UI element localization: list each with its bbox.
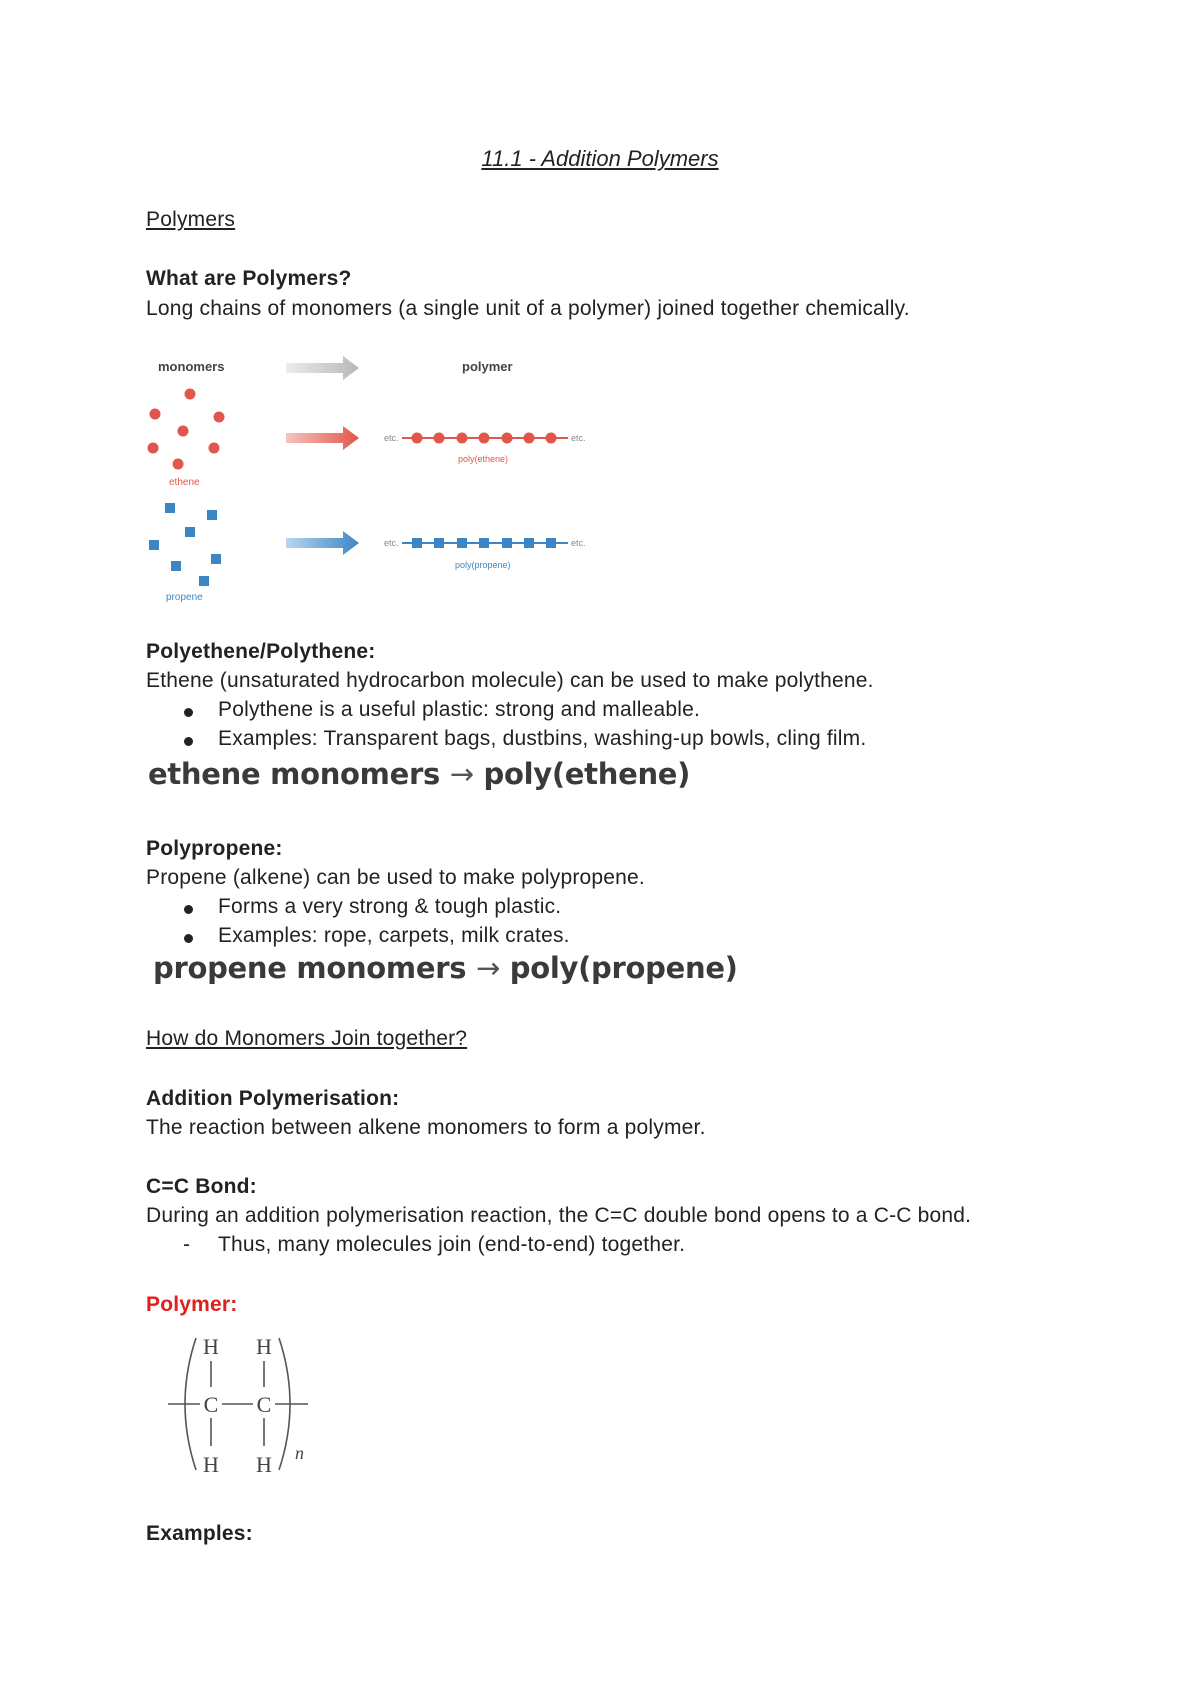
ethene-monomer-dot	[150, 409, 161, 420]
propene-monomer-square	[165, 503, 175, 513]
ethene-chain-unit	[457, 433, 468, 444]
etc-left-ethene: etc.	[384, 433, 399, 443]
atom-c-right: C	[256, 1392, 272, 1417]
ethene-chain-unit	[479, 433, 490, 444]
bullet-polyethene-1: Polythene is a useful plastic: strong and malleable.	[218, 698, 701, 721]
propene-monomer-square	[199, 576, 209, 586]
propene-chain-unit	[412, 538, 422, 548]
bullet-polypropene-1: Forms a very strong & tough plastic.	[218, 895, 562, 918]
paragraph-addition-polymerisation: The reaction between alkene monomers to form a polymer.	[146, 1116, 706, 1139]
ethene-monomer-dot	[214, 412, 225, 423]
ethene-chain-unit	[434, 433, 445, 444]
equation-ethene	[148, 757, 690, 791]
propene-monomers	[149, 503, 221, 586]
atom-h-bottom-left: H	[203, 1452, 219, 1477]
heading-addition-polymerisation: Addition Polymerisation:	[146, 1087, 400, 1110]
blue-arrow	[286, 531, 359, 555]
bullet-polypropene-2: Examples: rope, carpets, milk crates.	[218, 924, 570, 947]
propene-monomer-square	[171, 561, 181, 571]
bullet-dot	[184, 934, 193, 943]
ethene-monomer-dot	[178, 426, 189, 437]
propene-chain-unit	[479, 538, 489, 548]
ethene-chain-unit	[412, 433, 423, 444]
heading-examples: Examples:	[146, 1522, 253, 1545]
bullet-dot	[184, 708, 193, 717]
propene-monomer-square	[207, 510, 217, 520]
atom-h-top-left: H	[203, 1334, 219, 1359]
paragraph-polyethene: Ethene (unsaturated hydrocarbon molecule) can be used to make polythene.	[146, 669, 874, 692]
etc-right-ethene: etc.	[571, 433, 586, 443]
heading-cc-bond: C=C Bond:	[146, 1175, 257, 1198]
monomer-polymer-diagram	[140, 350, 610, 610]
etc-left-propene: etc.	[384, 538, 399, 548]
ethene-monomer-dot	[209, 443, 220, 454]
propene-chain-unit	[434, 538, 444, 548]
equation-ethene-arrow: →	[449, 757, 474, 791]
poly-propene-label: poly(propene)	[455, 560, 511, 570]
atom-c-left: C	[203, 1392, 219, 1417]
heading-polypropene: Polypropene:	[146, 837, 283, 860]
ethene-monomers	[148, 389, 225, 470]
atom-h-bottom-right: H	[256, 1452, 272, 1477]
propene-monomer-square	[211, 554, 221, 564]
dash-marker: -	[183, 1233, 191, 1256]
section-heading-polymers: Polymers	[146, 208, 236, 231]
paragraph-cc-bond-sub: Thus, many molecules join (end-to-end) together.	[218, 1233, 686, 1256]
poly-ethene-label: poly(ethene)	[458, 454, 509, 464]
propene-label: propene	[166, 592, 203, 603]
ethene-monomer-dot	[148, 443, 159, 454]
monomers-label: monomers	[158, 359, 225, 374]
propene-chain-unit	[502, 538, 512, 548]
equation-propene	[153, 951, 738, 985]
ethene-label: ethene	[169, 477, 200, 488]
gray-arrow	[286, 356, 359, 380]
ethene-monomer-dot	[185, 389, 196, 400]
paragraph-what-are-polymers: Long chains of monomers (a single unit of a polymer) joined together chemically.	[146, 297, 910, 320]
polymer-structure-diagram	[160, 1330, 320, 1480]
ethene-chain-unit	[502, 433, 513, 444]
propene-chain-unit	[546, 538, 556, 548]
red-arrow	[286, 426, 359, 450]
bullet-polyethene-2: Examples: Transparent bags, dustbins, washing-up bowls, cling film.	[218, 727, 867, 750]
ethene-chain-unit	[524, 433, 535, 444]
polymer-label: polymer	[462, 359, 513, 374]
propene-chain-unit	[524, 538, 534, 548]
heading-polymer: Polymer:	[146, 1293, 238, 1316]
repeat-subscript-n: n	[295, 1443, 304, 1463]
ethene-monomer-dot	[173, 459, 184, 470]
equation-propene-left: propene monomers	[153, 951, 467, 985]
equation-propene-right: poly(propene)	[509, 951, 738, 985]
equation-ethene-right: poly(ethene)	[483, 757, 691, 791]
propene-monomer-square	[149, 540, 159, 550]
ethene-chain-unit	[546, 433, 557, 444]
equation-propene-arrow: →	[475, 951, 500, 985]
etc-right-propene: etc.	[571, 538, 586, 548]
propene-chain-unit	[457, 538, 467, 548]
heading-polyethene: Polyethene/Polythene:	[146, 640, 376, 663]
paragraph-polypropene: Propene (alkene) can be used to make polypropene.	[146, 866, 645, 889]
equation-ethene-left: ethene monomers	[148, 757, 440, 791]
section-heading-how-monomers-join: How do Monomers Join together?	[146, 1027, 468, 1050]
page-title: 11.1 - Addition Polymers	[481, 146, 719, 171]
bullet-dot	[184, 737, 193, 746]
bullet-dot	[184, 905, 193, 914]
propene-monomer-square	[185, 527, 195, 537]
atom-h-top-right: H	[256, 1334, 272, 1359]
paragraph-cc-bond: During an addition polymerisation reaction, the C=C double bond opens to a C-C bond.	[146, 1204, 972, 1227]
heading-what-are-polymers: What are Polymers?	[146, 267, 352, 290]
